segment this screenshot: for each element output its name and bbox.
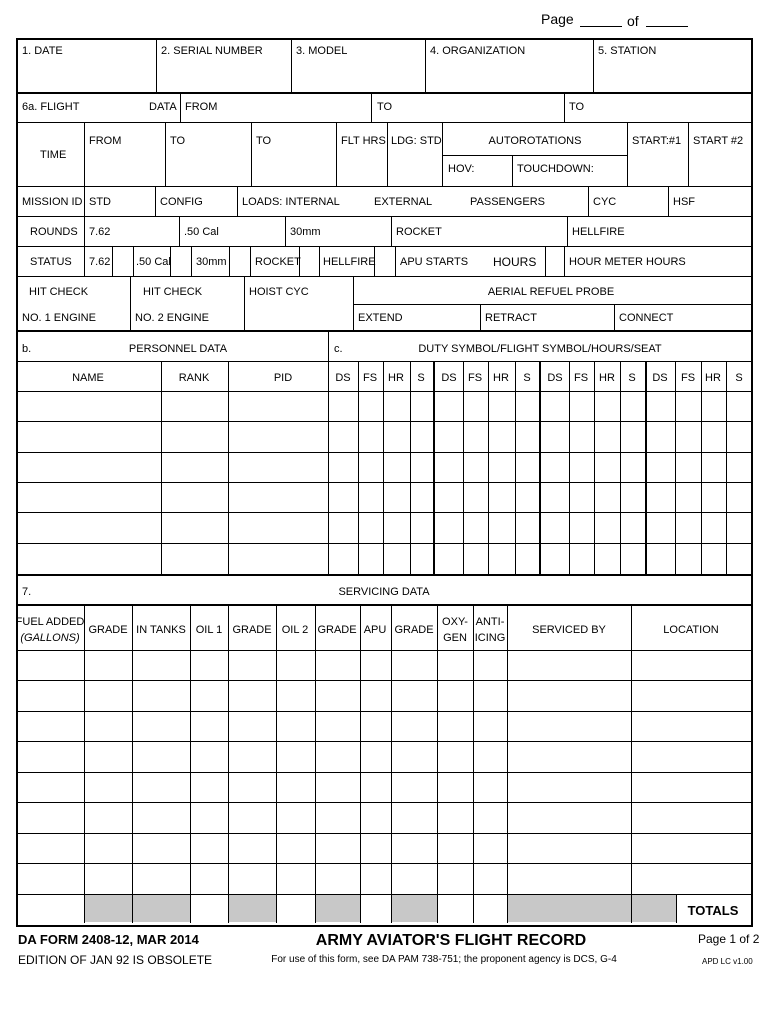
servicing-cell-field[interactable] [279, 809, 313, 825]
flight-label: 6a. FLIGHT [22, 101, 80, 113]
servicing-cell-field[interactable] [135, 748, 188, 764]
servicing-cell-field[interactable] [318, 779, 358, 795]
anti-icing-header-1: ANTI- [475, 616, 505, 628]
of-label: of [627, 13, 639, 29]
serviced-by-header: SERVICED BY [532, 624, 606, 636]
page-number-field[interactable] [580, 13, 622, 27]
name-field[interactable] [20, 459, 158, 475]
page-total-field[interactable] [646, 13, 688, 27]
servicing-cell-field[interactable] [231, 779, 274, 795]
grade-header-4: GRADE [394, 624, 434, 636]
servicing-cell-field[interactable] [193, 748, 226, 764]
no1-engine-label: NO. 1 ENGINE [22, 312, 96, 324]
servicing-cell-field[interactable] [363, 870, 389, 886]
servicing-cell-field[interactable] [634, 840, 747, 856]
servicing-cell-field[interactable] [279, 718, 313, 734]
servicing-cell-field[interactable] [231, 840, 274, 856]
servicing-cell-field[interactable] [279, 840, 313, 856]
section-c-label: c. [334, 343, 343, 355]
to-label: TO [377, 101, 393, 113]
model-label: 3. MODEL [296, 45, 348, 57]
servicing-cell-field[interactable] [279, 870, 313, 886]
pid-field[interactable] [231, 489, 325, 505]
rounds-rocket-label: ROCKET [396, 226, 442, 238]
touchdown-label: TOUCHDOWN: [517, 163, 594, 175]
servicing-cell-field[interactable] [20, 657, 82, 673]
rounds-label: ROUNDS [30, 226, 78, 238]
servicing-cell-field[interactable] [634, 809, 747, 825]
servicing-cell-field[interactable] [193, 657, 226, 673]
servicing-cell-field[interactable] [510, 870, 629, 886]
rank-field[interactable] [164, 459, 225, 475]
servicing-cell-field[interactable] [634, 657, 747, 673]
servicing-cell-field[interactable] [510, 809, 629, 825]
servicing-cell-field[interactable] [20, 687, 82, 703]
duty-column-header-ds: DS [441, 372, 457, 384]
servicing-cell-field[interactable] [318, 657, 358, 673]
servicing-cell-field[interactable] [440, 809, 471, 825]
status-rocket-label: ROCKET [255, 256, 301, 268]
duty-column-header-ds: DS [547, 372, 563, 384]
servicing-cell-field[interactable] [476, 840, 505, 856]
servicing-cell-field[interactable] [279, 748, 313, 764]
start-2-label: START #2 [693, 135, 744, 147]
oil-1-header: OIL 1 [195, 624, 223, 636]
date-label: 1. DATE [22, 45, 63, 57]
pid-field[interactable] [231, 398, 325, 414]
apd-version: APD LC v1.00 [702, 957, 753, 966]
from-label: FROM [185, 101, 218, 113]
status-label: STATUS [30, 256, 72, 268]
servicing-cell-field[interactable] [510, 779, 629, 795]
servicing-cell-field[interactable] [476, 779, 505, 795]
servicing-cell-field[interactable] [440, 779, 471, 795]
passengers-label: PASSENGERS [470, 196, 545, 208]
in-tanks-header: IN TANKS [136, 624, 186, 636]
servicing-cell-field[interactable] [318, 870, 358, 886]
servicing-cell-field[interactable] [231, 870, 274, 886]
servicing-cell-field[interactable] [231, 687, 274, 703]
rounds-762-label: 7.62 [89, 226, 111, 238]
name-field[interactable] [20, 428, 158, 444]
servicing-cell-field[interactable] [363, 748, 389, 764]
page-label: Page [541, 11, 574, 27]
apu-header: APU [363, 624, 387, 636]
rounds-50cal-label: .50 Cal [184, 226, 219, 238]
servicing-cell-field[interactable] [363, 779, 389, 795]
time-to-label: TO [170, 135, 186, 147]
servicing-cell-field[interactable] [87, 870, 130, 886]
oil-2-header: OIL 2 [281, 624, 309, 636]
servicing-cell-field[interactable] [87, 809, 130, 825]
location-header: LOCATION [663, 624, 719, 636]
servicing-cell-field[interactable] [318, 840, 358, 856]
servicing-cell-field[interactable] [476, 809, 505, 825]
status-762-label: 7.62 [89, 256, 111, 268]
pid-field[interactable] [231, 519, 325, 535]
duty-column-header-hr: HR [493, 372, 509, 384]
time-label: TIME [40, 149, 67, 161]
anti-icing-header-2: ICING [474, 632, 506, 644]
hours-label: HOURS [493, 255, 537, 269]
organization-label: 4. ORGANIZATION [430, 45, 526, 57]
servicing-cell-field[interactable] [135, 657, 188, 673]
servicing-cell-field[interactable] [394, 870, 435, 886]
servicing-cell-field[interactable] [440, 870, 471, 886]
servicing-cell-field[interactable] [135, 779, 188, 795]
hour-meter-hours-label: HOUR METER HOURS [569, 256, 686, 268]
apu-starts-label: APU STARTS [400, 256, 469, 268]
grade-header-3: GRADE [317, 624, 357, 636]
servicing-cell-field[interactable] [510, 718, 629, 734]
pid-field[interactable] [231, 459, 325, 475]
oxygen-header-2: GEN [443, 632, 467, 644]
servicing-cell-field[interactable] [363, 840, 389, 856]
name-field[interactable] [20, 489, 158, 505]
loads-internal-label: LOADS: INTERNAL [242, 196, 340, 208]
servicing-cell-field[interactable] [279, 657, 313, 673]
hsf-label: HSF [673, 196, 695, 208]
form-id: DA FORM 2408-12, MAR 2014 [18, 932, 199, 947]
status-30mm-label: 30mm [196, 256, 227, 268]
duty-column-header-s: S [523, 372, 531, 384]
fuel-added-header: FUEL ADDED [15, 616, 85, 628]
hoist-cyc-label: HOIST CYC [249, 286, 309, 298]
servicing-cell-field[interactable] [231, 809, 274, 825]
servicing-cell-field[interactable] [318, 687, 358, 703]
servicing-cell-field[interactable] [394, 657, 435, 673]
servicing-cell-field[interactable] [634, 748, 747, 764]
servicing-cell-field[interactable] [318, 748, 358, 764]
duty-column-header-ds: DS [652, 372, 668, 384]
grade-header-1: GRADE [88, 624, 128, 636]
personnel-data-title: PERSONNEL DATA [128, 343, 228, 355]
rank-field[interactable] [164, 398, 225, 414]
pid-column-header: PID [273, 372, 293, 384]
servicing-cell-field[interactable] [510, 687, 629, 703]
servicing-cell-field[interactable] [20, 870, 82, 886]
servicing-cell-field[interactable] [193, 809, 226, 825]
servicing-cell-field[interactable] [363, 809, 389, 825]
cyc-label: CYC [593, 196, 617, 208]
section-7-label: 7. [22, 586, 32, 598]
servicing-cell-field[interactable] [318, 718, 358, 734]
servicing-cell-field[interactable] [87, 687, 130, 703]
servicing-cell-field[interactable] [440, 657, 471, 673]
time-to-label-2: TO [256, 135, 272, 147]
servicing-cell-field[interactable] [634, 779, 747, 795]
servicing-cell-field[interactable] [231, 718, 274, 734]
grade-header-2: GRADE [232, 624, 272, 636]
servicing-cell-field[interactable] [20, 718, 82, 734]
flt-hrs-label: FLT HRS [341, 135, 386, 147]
servicing-cell-field[interactable] [394, 718, 435, 734]
servicing-cell-field[interactable] [634, 718, 747, 734]
page-indicator: Page 1 of 2 [698, 932, 760, 946]
servicing-cell-field[interactable] [476, 748, 505, 764]
servicing-cell-field[interactable] [20, 779, 82, 795]
servicing-cell-field[interactable] [634, 687, 747, 703]
mission-id-label: MISSION ID [22, 196, 83, 208]
rank-field[interactable] [164, 428, 225, 444]
totals-label: TOTALS [687, 903, 739, 918]
servicing-cell-field[interactable] [193, 718, 226, 734]
start-1-label: START:#1 [632, 135, 682, 147]
status-hellfire-label: HELLFIRE [323, 256, 376, 268]
rank-field[interactable] [164, 550, 225, 566]
autorotations-label: AUTOROTATIONS [488, 135, 582, 147]
servicing-cell-field[interactable] [440, 718, 471, 734]
oxygen-header-1: OXY- [442, 616, 468, 628]
servicing-cell-field[interactable] [363, 687, 389, 703]
rounds-hellfire-label: HELLFIRE [572, 226, 625, 238]
duty-column-header-hr: HR [599, 372, 615, 384]
servicing-cell-field[interactable] [87, 657, 130, 673]
servicing-cell-field[interactable] [394, 687, 435, 703]
servicing-cell-field[interactable] [394, 809, 435, 825]
rank-field[interactable] [164, 519, 225, 535]
servicing-cell-field[interactable] [279, 687, 313, 703]
servicing-cell-field[interactable] [193, 840, 226, 856]
servicing-cell-field[interactable] [87, 779, 130, 795]
servicing-cell-field[interactable] [476, 657, 505, 673]
servicing-cell-field[interactable] [135, 687, 188, 703]
config-label: CONFIG [160, 196, 203, 208]
servicing-cell-field[interactable] [135, 870, 188, 886]
name-field[interactable] [20, 519, 158, 535]
servicing-cell-field[interactable] [394, 748, 435, 764]
servicing-cell-field[interactable] [394, 779, 435, 795]
duty-symbol-title: DUTY SYMBOL/FLIGHT SYMBOL/HOURS/SEAT [418, 343, 662, 355]
servicing-cell-field[interactable] [510, 840, 629, 856]
station-label: 5. STATION [598, 45, 657, 57]
duty-column-header-fs: FS [573, 372, 589, 384]
servicing-cell-field[interactable] [279, 779, 313, 795]
servicing-cell-field[interactable] [135, 718, 188, 734]
std-label: STD [89, 196, 111, 208]
rank-column-header: RANK [178, 372, 210, 384]
servicing-cell-field[interactable] [440, 748, 471, 764]
servicing-cell-field[interactable] [20, 840, 82, 856]
servicing-cell-field[interactable] [363, 657, 389, 673]
duty-column-header-hr: HR [388, 372, 404, 384]
duty-column-header-s: S [417, 372, 425, 384]
servicing-cell-field[interactable] [440, 840, 471, 856]
pid-field[interactable] [231, 550, 325, 566]
servicing-cell-field[interactable] [87, 840, 130, 856]
rank-field[interactable] [164, 489, 225, 505]
duty-column-header-s: S [628, 372, 636, 384]
form-title: ARMY AVIATOR'S FLIGHT RECORD [315, 932, 587, 949]
form-usage-note: For use of this form, see DA PAM 738-751; the proponent agency is DCS, G-4 [271, 954, 617, 965]
servicing-cell-field[interactable] [87, 718, 130, 734]
external-label: EXTERNAL [374, 196, 433, 208]
servicing-cell-field[interactable] [20, 809, 82, 825]
gallons-header: (GALLONS) [20, 632, 80, 644]
data-label: DATA [149, 101, 177, 113]
time-from-label: FROM [89, 135, 122, 147]
edition-note: EDITION OF JAN 92 IS OBSOLETE [18, 953, 213, 967]
servicing-cell-field[interactable] [135, 809, 188, 825]
hit-check-1-label: HIT CHECK [29, 286, 89, 298]
section-b-label: b. [22, 343, 32, 355]
servicing-cell-field[interactable] [135, 840, 188, 856]
servicing-cell-field[interactable] [318, 809, 358, 825]
retract-label: RETRACT [485, 312, 537, 324]
servicing-cell-field[interactable] [440, 687, 471, 703]
extend-label: EXTEND [358, 312, 403, 324]
servicing-cell-field[interactable] [510, 748, 629, 764]
name-field[interactable] [20, 398, 158, 414]
servicing-cell-field[interactable] [634, 870, 747, 886]
no2-engine-label: NO. 2 ENGINE [135, 312, 209, 324]
duty-column-header-fs: FS [680, 372, 696, 384]
hov-label: HOV: [448, 163, 475, 175]
to-label-2: TO [569, 101, 585, 113]
name-field[interactable] [20, 550, 158, 566]
servicing-cell-field[interactable] [193, 779, 226, 795]
status-50cal-label: .50 Cal [136, 256, 171, 268]
servicing-data-title: SERVICING DATA [338, 586, 430, 598]
servicing-cell-field[interactable] [193, 687, 226, 703]
servicing-cell-field[interactable] [363, 718, 389, 734]
duty-column-header-fs: FS [362, 372, 378, 384]
servicing-cell-field[interactable] [87, 748, 130, 764]
duty-column-header-fs: FS [467, 372, 483, 384]
serial-number-label: 2. SERIAL NUMBER [161, 45, 263, 57]
duty-column-header-ds: DS [335, 372, 351, 384]
rounds-30mm-label: 30mm [290, 226, 321, 238]
servicing-cell-field[interactable] [193, 870, 226, 886]
pid-field[interactable] [231, 428, 325, 444]
duty-column-header-s: S [735, 372, 743, 384]
servicing-cell-field[interactable] [476, 870, 505, 886]
servicing-cell-field[interactable] [476, 718, 505, 734]
servicing-cell-field[interactable] [231, 657, 274, 673]
servicing-cell-field[interactable] [476, 687, 505, 703]
hit-check-2-label: HIT CHECK [143, 286, 203, 298]
servicing-cell-field[interactable] [394, 840, 435, 856]
ldg-std-label: LDG: STD [391, 135, 442, 147]
servicing-cell-field[interactable] [20, 748, 82, 764]
servicing-cell-field[interactable] [231, 748, 274, 764]
servicing-cell-field[interactable] [510, 657, 629, 673]
connect-label: CONNECT [619, 312, 674, 324]
aerial-refuel-probe-label: AERIAL REFUEL PROBE [487, 286, 615, 298]
duty-column-header-hr: HR [705, 372, 721, 384]
name-column-header: NAME [72, 372, 104, 384]
